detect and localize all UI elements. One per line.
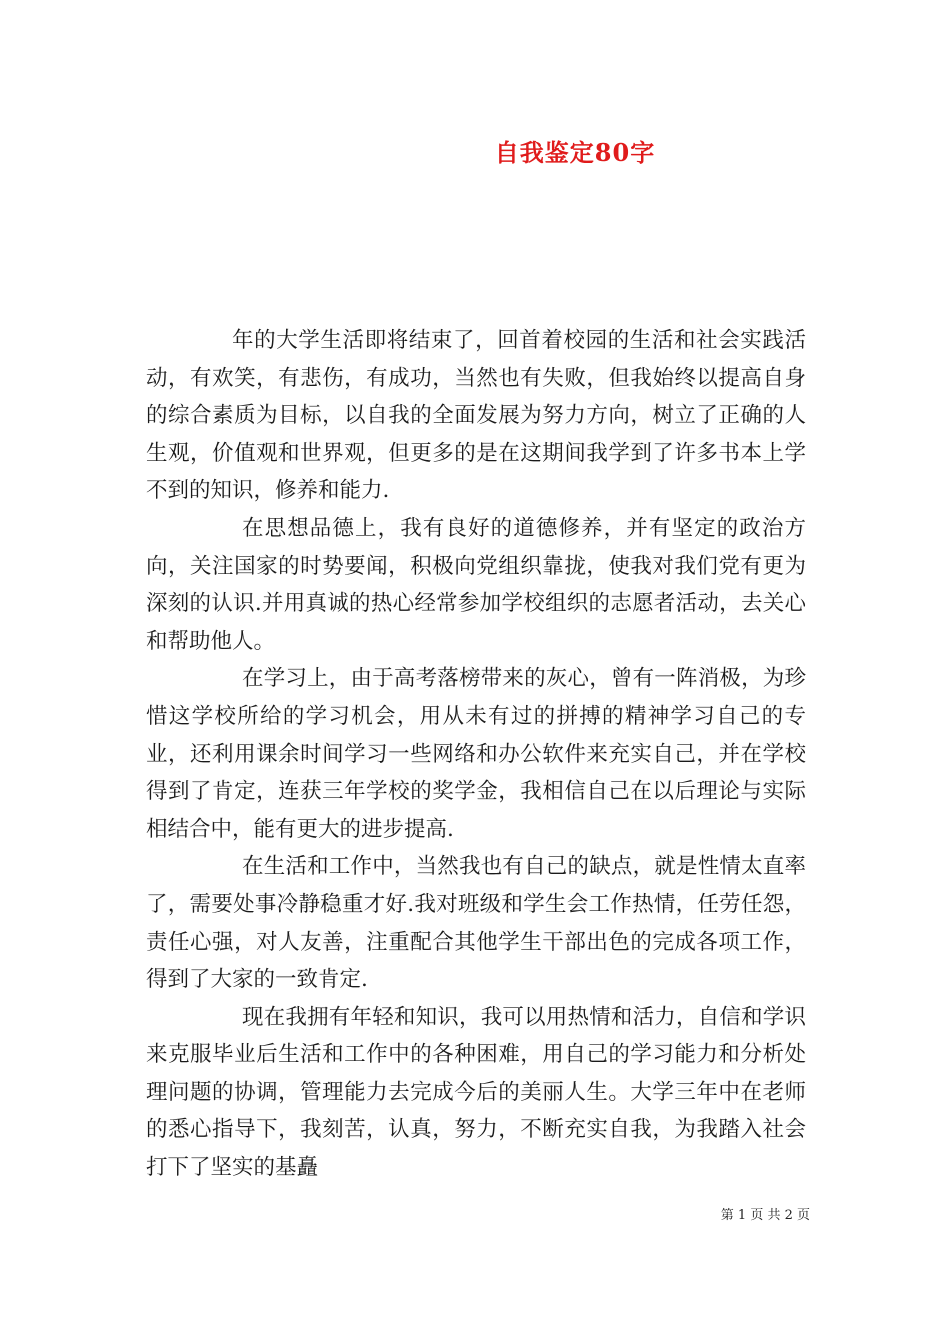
document-title: 自我鉴定80字	[494, 138, 656, 167]
paragraph-2: 在思想品德上，我有良好的道德修养，并有坚定的政治方向，关注国家的时势要闻，积极向党组织靠拢，使我对我们党有更为深刻的认识.并用真诚的热心经常参加学校组织的志愿者活动，去关心和帮助他人。	[146, 515, 806, 654]
paragraph-3: 在学习上，由于高考落榜带来的灰心，曾有一阵消极，为珍惜这学校所给的学习机会，用从未有过的拼搏的精神学习自己的专业，还利用课余时间学习一些网络和办公软件来充实自己，并在学校得到了肯定，连获三年学校的奖学金，我相信自己在以后理论与实际相结合中，能有更大的进步提高.	[146, 666, 806, 842]
paragraph-1: 年的大学生活即将结束了，回首着校园的生活和社会实践活动，有欢笑，有悲伤，有成功，当然也有失败，但我始终以提高自身的综合素质为目标，以自我的全面发展为努力方向，树立了正确的人生观，价值观和世界观，但更多的是在这期间我学到了许多书本上学不到的知识，修养和能力.	[146, 328, 806, 504]
document-body	[146, 322, 806, 1187]
page-number-footer: 第 1 页 共 2 页	[720, 1208, 810, 1223]
paragraph-5: 现在我拥有年轻和知识，我可以用热情和活力，自信和学识来克服毕业后生活和工作中的各种困难，用自己的学习能力和分析处理问题的协调，管理能力去完成今后的美丽人生。大学三年中在老师的悉心指导下，我刻苦，认真，努力，不断充实自我，为我踏入社会打下了坚实的基矗	[146, 1004, 806, 1181]
paragraph-4: 在生活和工作中，当然我也有自己的缺点，就是性情太直率了，需要处事冷静稳重才好.我对班级和学生会工作热情，任劳任怨，责任心强，对人友善，注重配合其他学生干部出色的完成各项工作，得到了大家的一致肯定.	[146, 854, 806, 993]
